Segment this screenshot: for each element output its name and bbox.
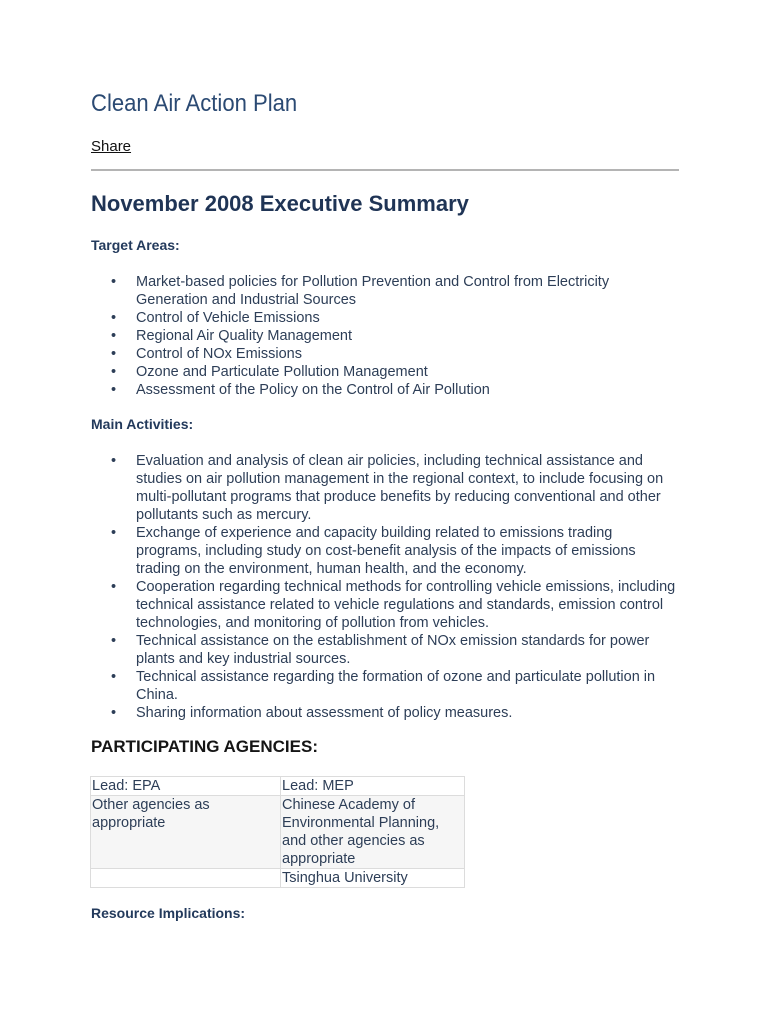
target-areas-label: Target Areas: [91,237,180,253]
page-title: Clean Air Action Plan [91,90,298,117]
table-cell: Chinese Academy of Environmental Planning, and other agencies as appropriate [281,796,465,869]
agencies-heading: PARTICIPATING AGENCIES: [91,737,318,756]
summary-heading: November 2008 Executive Summary [91,191,469,216]
table-row [91,869,465,888]
list-item: • Control of NOx Emissions [91,345,679,363]
list-item: • Ozone and Particulate Pollution Management [91,363,679,381]
table-cell: Lead: MEP [281,777,465,796]
share-link[interactable]: Share [91,138,132,155]
list-item: • Market-based policies for Pollution Prevention and Control from Electricity Generation and Industrial Sources [91,273,679,309]
list-item: • Technical assistance regarding the formation of ozone and particulate pollution in China. [91,668,679,704]
list-item: • Evaluation and analysis of clean air policies, including technical assistance and studies on air pollution management in the regional context, to include focusing on multi-pollutant programs that produce benefits by reducing conventional and other pollutants such as mercury. [91,452,679,524]
table-row [91,777,465,796]
list-item: • Technical assistance on the establishment of NOx emission standards for power plants and key industrial sources. [91,632,679,668]
list-item: • Cooperation regarding technical methods for controlling vehicle emissions, including technical assistance related to vehicle regulations and standards, emission control technologies, and monitoring of pollution from vehicles. [91,578,679,632]
table-cell: Tsinghua University [281,869,465,888]
main-activities-label: Main Activities: [91,416,194,432]
table-cell: Other agencies as appropriate [91,796,281,869]
list-item: • Control of Vehicle Emissions [91,309,679,327]
resource-implications-label: Resource Implications: [91,905,246,921]
list-item: • Regional Air Quality Management [91,327,679,345]
table-row [91,796,465,869]
target-areas-list [91,273,679,399]
divider [91,169,679,171]
table-cell [91,869,281,888]
main-activities-list [91,452,679,722]
table-cell: Lead: EPA [91,777,281,796]
list-item: • Sharing information about assessment of policy measures. [91,704,679,722]
list-item: • Exchange of experience and capacity building related to emissions trading programs, including study on cost-benefit analysis of the impacts of emissions trading on the environment, human health, and the economy. [91,524,679,578]
agencies-table [90,776,465,888]
list-item: • Assessment of the Policy on the Control of Air Pollution [91,381,679,399]
